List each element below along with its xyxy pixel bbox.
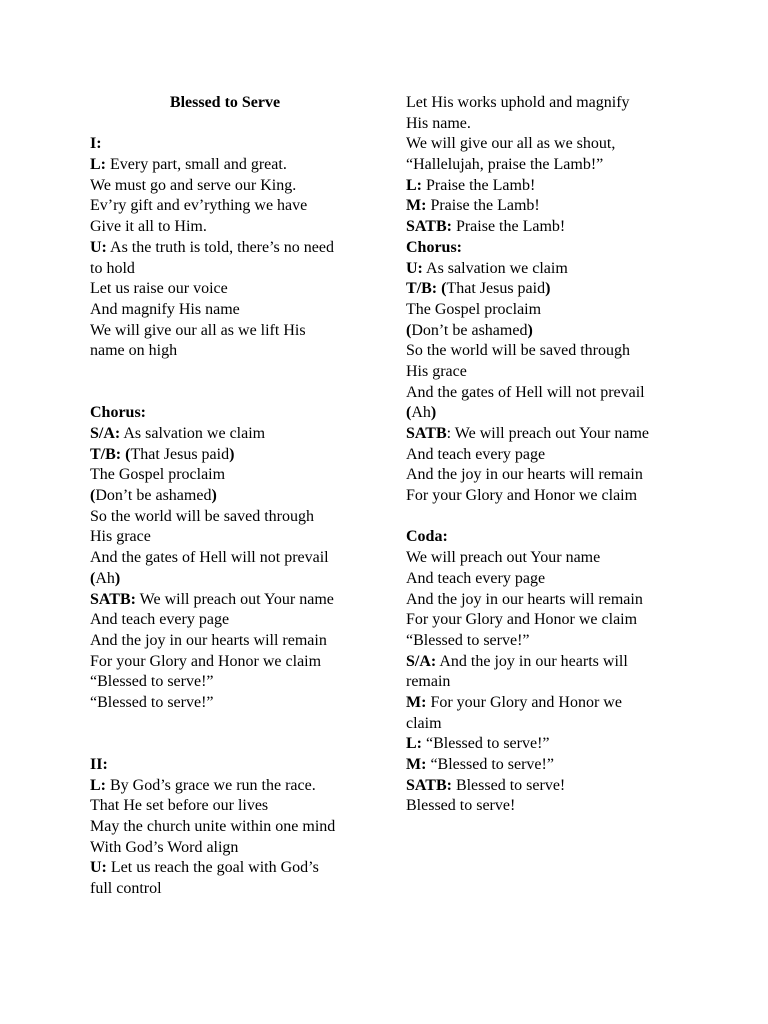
verse1-unison-line <box>90 238 380 259</box>
song-title: Blessed to Serve <box>169 94 281 111</box>
spacer <box>90 362 380 403</box>
lyric-line: We will give our all as we shout, <box>406 135 616 153</box>
lyric-text: Let us reach the goal with God’s <box>110 859 319 877</box>
spacer <box>406 507 696 528</box>
lyric-text: Don’t be ashamed <box>95 487 212 505</box>
lyric-line: And teach every page <box>406 445 546 463</box>
lyric-line: The Gospel proclaim <box>406 300 542 318</box>
lyric-line: Let us raise our voice <box>90 280 228 298</box>
lyric-line: The Gospel proclaim <box>90 466 226 484</box>
coda-leader-line <box>406 734 696 755</box>
lyric-text: Ah <box>95 569 115 587</box>
paren-open: ( <box>90 569 96 587</box>
part-label: SATB <box>406 425 447 442</box>
lyric-line: For your Glory and Honor we claim <box>406 487 638 505</box>
lyric-line: Give it all to Him. <box>90 218 207 236</box>
lyric-text: That Jesus paid <box>130 445 230 463</box>
paren-open: ( <box>90 487 96 505</box>
spacer <box>90 714 380 755</box>
chorus2-heading: Chorus: <box>406 238 463 256</box>
lyric-line: “Hallelujah, praise the Lamb!” <box>406 156 604 174</box>
part-label: M: <box>406 197 427 215</box>
part-label: U: <box>90 238 107 256</box>
lyric-text: We will preach out Your name <box>139 590 334 608</box>
chorus1-satb-line <box>90 590 380 611</box>
verse1-heading: I: <box>90 135 102 153</box>
part-label: S/A: <box>406 652 437 670</box>
lyric-line: For your Glory and Honor we claim <box>406 611 638 629</box>
lyric-text: : We will preach out Your name <box>446 425 649 442</box>
lyric-text: By God’s grace we run the race. <box>110 776 316 794</box>
lyric-text: Don’t be ashamed <box>411 321 528 339</box>
lyric-line: “Blessed to serve!” <box>406 631 530 649</box>
lyric-line: name on high <box>90 342 178 360</box>
part-label: L: <box>406 176 422 194</box>
lyric-line: And the joy in our hearts will remain <box>406 590 643 608</box>
lyric-text: “Blessed to serve!” <box>430 756 554 773</box>
paren-close: ) <box>545 280 551 298</box>
verse2-men-praise <box>406 196 696 217</box>
coda-satb-line <box>406 776 696 797</box>
part-label: L: <box>90 776 106 794</box>
chorus2-tb-line <box>406 279 696 300</box>
lyric-line: With God’s Word align <box>90 838 239 856</box>
lyric-line: For your Glory and Honor we claim <box>90 652 322 670</box>
lyric-line: And teach every page <box>406 569 546 587</box>
part-label: T/B: <box>90 445 122 463</box>
chorus1-heading: Chorus: <box>90 404 147 422</box>
lyric-text: Praise the Lamb! <box>426 176 536 194</box>
verse2-leader-line <box>90 776 380 797</box>
lyric-line: to hold <box>90 259 135 277</box>
paren-close: ) <box>211 487 217 505</box>
lyric-text: Praise the Lamb! <box>455 218 566 236</box>
chorus2-ashamed-line <box>406 321 696 342</box>
chorus1-tb-line <box>90 445 380 466</box>
lyric-text: For your Glory and Honor we <box>430 693 622 711</box>
verse2-leader-praise <box>406 176 696 197</box>
paren-open: ( <box>406 404 412 422</box>
paren-open: ( <box>406 321 412 339</box>
chorus1-ashamed-line <box>90 486 380 507</box>
lyric-line: Let His works uphold and magnify <box>406 94 630 111</box>
spacer <box>90 114 380 135</box>
right-column <box>406 93 696 817</box>
lyric-text: Every part, small and great. <box>110 156 287 174</box>
lyric-line: claim <box>406 714 442 732</box>
verse2-unison-line <box>90 858 380 879</box>
lyric-line: And the gates of Hell will not prevail <box>406 383 645 401</box>
chorus1-sa-line <box>90 424 380 445</box>
lyric-line: And the joy in our hearts will remain <box>90 631 327 649</box>
part-label: T/B: <box>406 280 438 298</box>
paren-close: ) <box>229 445 235 463</box>
lyric-line: full control <box>90 880 162 898</box>
lyric-text: As salvation we claim <box>426 259 568 277</box>
lyric-line: “Blessed to serve!” <box>90 693 214 711</box>
lyric-text: Ah <box>411 404 431 422</box>
chorus2-satb-line <box>406 424 696 445</box>
lyric-line: His grace <box>406 362 467 380</box>
verse2-heading: II: <box>90 756 108 774</box>
lyric-line: And magnify His name <box>90 300 240 318</box>
left-column <box>90 93 380 900</box>
chorus2-ah-line <box>406 403 696 424</box>
coda-men-line-2 <box>406 755 696 776</box>
verse2-satb-praise <box>406 217 696 238</box>
paren-close: ) <box>430 404 437 422</box>
coda-heading: Coda: <box>406 528 448 546</box>
coda-men-line <box>406 693 696 714</box>
lyric-text: Blessed to serve! <box>455 776 566 794</box>
lyric-text: As the truth is told, there’s no need <box>110 238 334 256</box>
part-label: L: <box>406 735 422 753</box>
chorus1-ah-line <box>90 569 380 590</box>
paren-close: ) <box>114 569 121 587</box>
paren-open: ( <box>125 445 131 463</box>
paren-open: ( <box>441 280 447 298</box>
part-label: S/A: <box>90 425 121 443</box>
lyric-line: His name. <box>406 114 471 132</box>
lyric-text: “Blessed to serve!” <box>426 735 550 753</box>
verse1-leader-line <box>90 155 380 176</box>
part-label: SATB: <box>406 218 452 236</box>
chorus2-unison-line <box>406 259 696 280</box>
lyric-text: Praise the Lamb! <box>430 197 540 215</box>
lyric-line: And teach every page <box>90 611 230 629</box>
part-label: SATB: <box>406 776 452 794</box>
part-label: U: <box>90 859 107 877</box>
part-label: L: <box>90 156 106 174</box>
lyric-line: And the gates of Hell will not prevail <box>90 549 329 567</box>
part-label: U: <box>406 259 423 277</box>
part-label: SATB: <box>90 590 136 608</box>
coda-sa-line <box>406 652 696 673</box>
lyric-line: May the church unite within one mind <box>90 818 336 836</box>
part-label: M: <box>406 693 427 711</box>
lyric-line: We will give our all as we lift His <box>90 321 306 339</box>
lyric-line: Blessed to serve! <box>406 797 516 815</box>
lyric-line: We will preach out Your name <box>406 549 601 567</box>
lyric-line: We must go and serve our King. <box>90 176 297 194</box>
lyric-text: And the joy in our hearts will <box>439 652 628 670</box>
lyric-line: “Blessed to serve!” <box>90 673 214 691</box>
lyric-line: Ev’ry gift and ev’rything we have <box>90 197 308 215</box>
lyric-text: As salvation we claim <box>123 425 266 443</box>
lyric-line: So the world will be saved through <box>406 342 630 360</box>
lyric-text: That Jesus paid <box>446 280 546 298</box>
part-label: M: <box>406 756 427 773</box>
lyric-line: That He set before our lives <box>90 797 269 815</box>
paren-close: ) <box>527 321 533 339</box>
lyric-line: remain <box>406 673 451 691</box>
lyric-line: His grace <box>90 528 151 546</box>
lyric-line: So the world will be saved through <box>90 507 314 525</box>
lyric-line: And the joy in our hearts will remain <box>406 466 643 484</box>
